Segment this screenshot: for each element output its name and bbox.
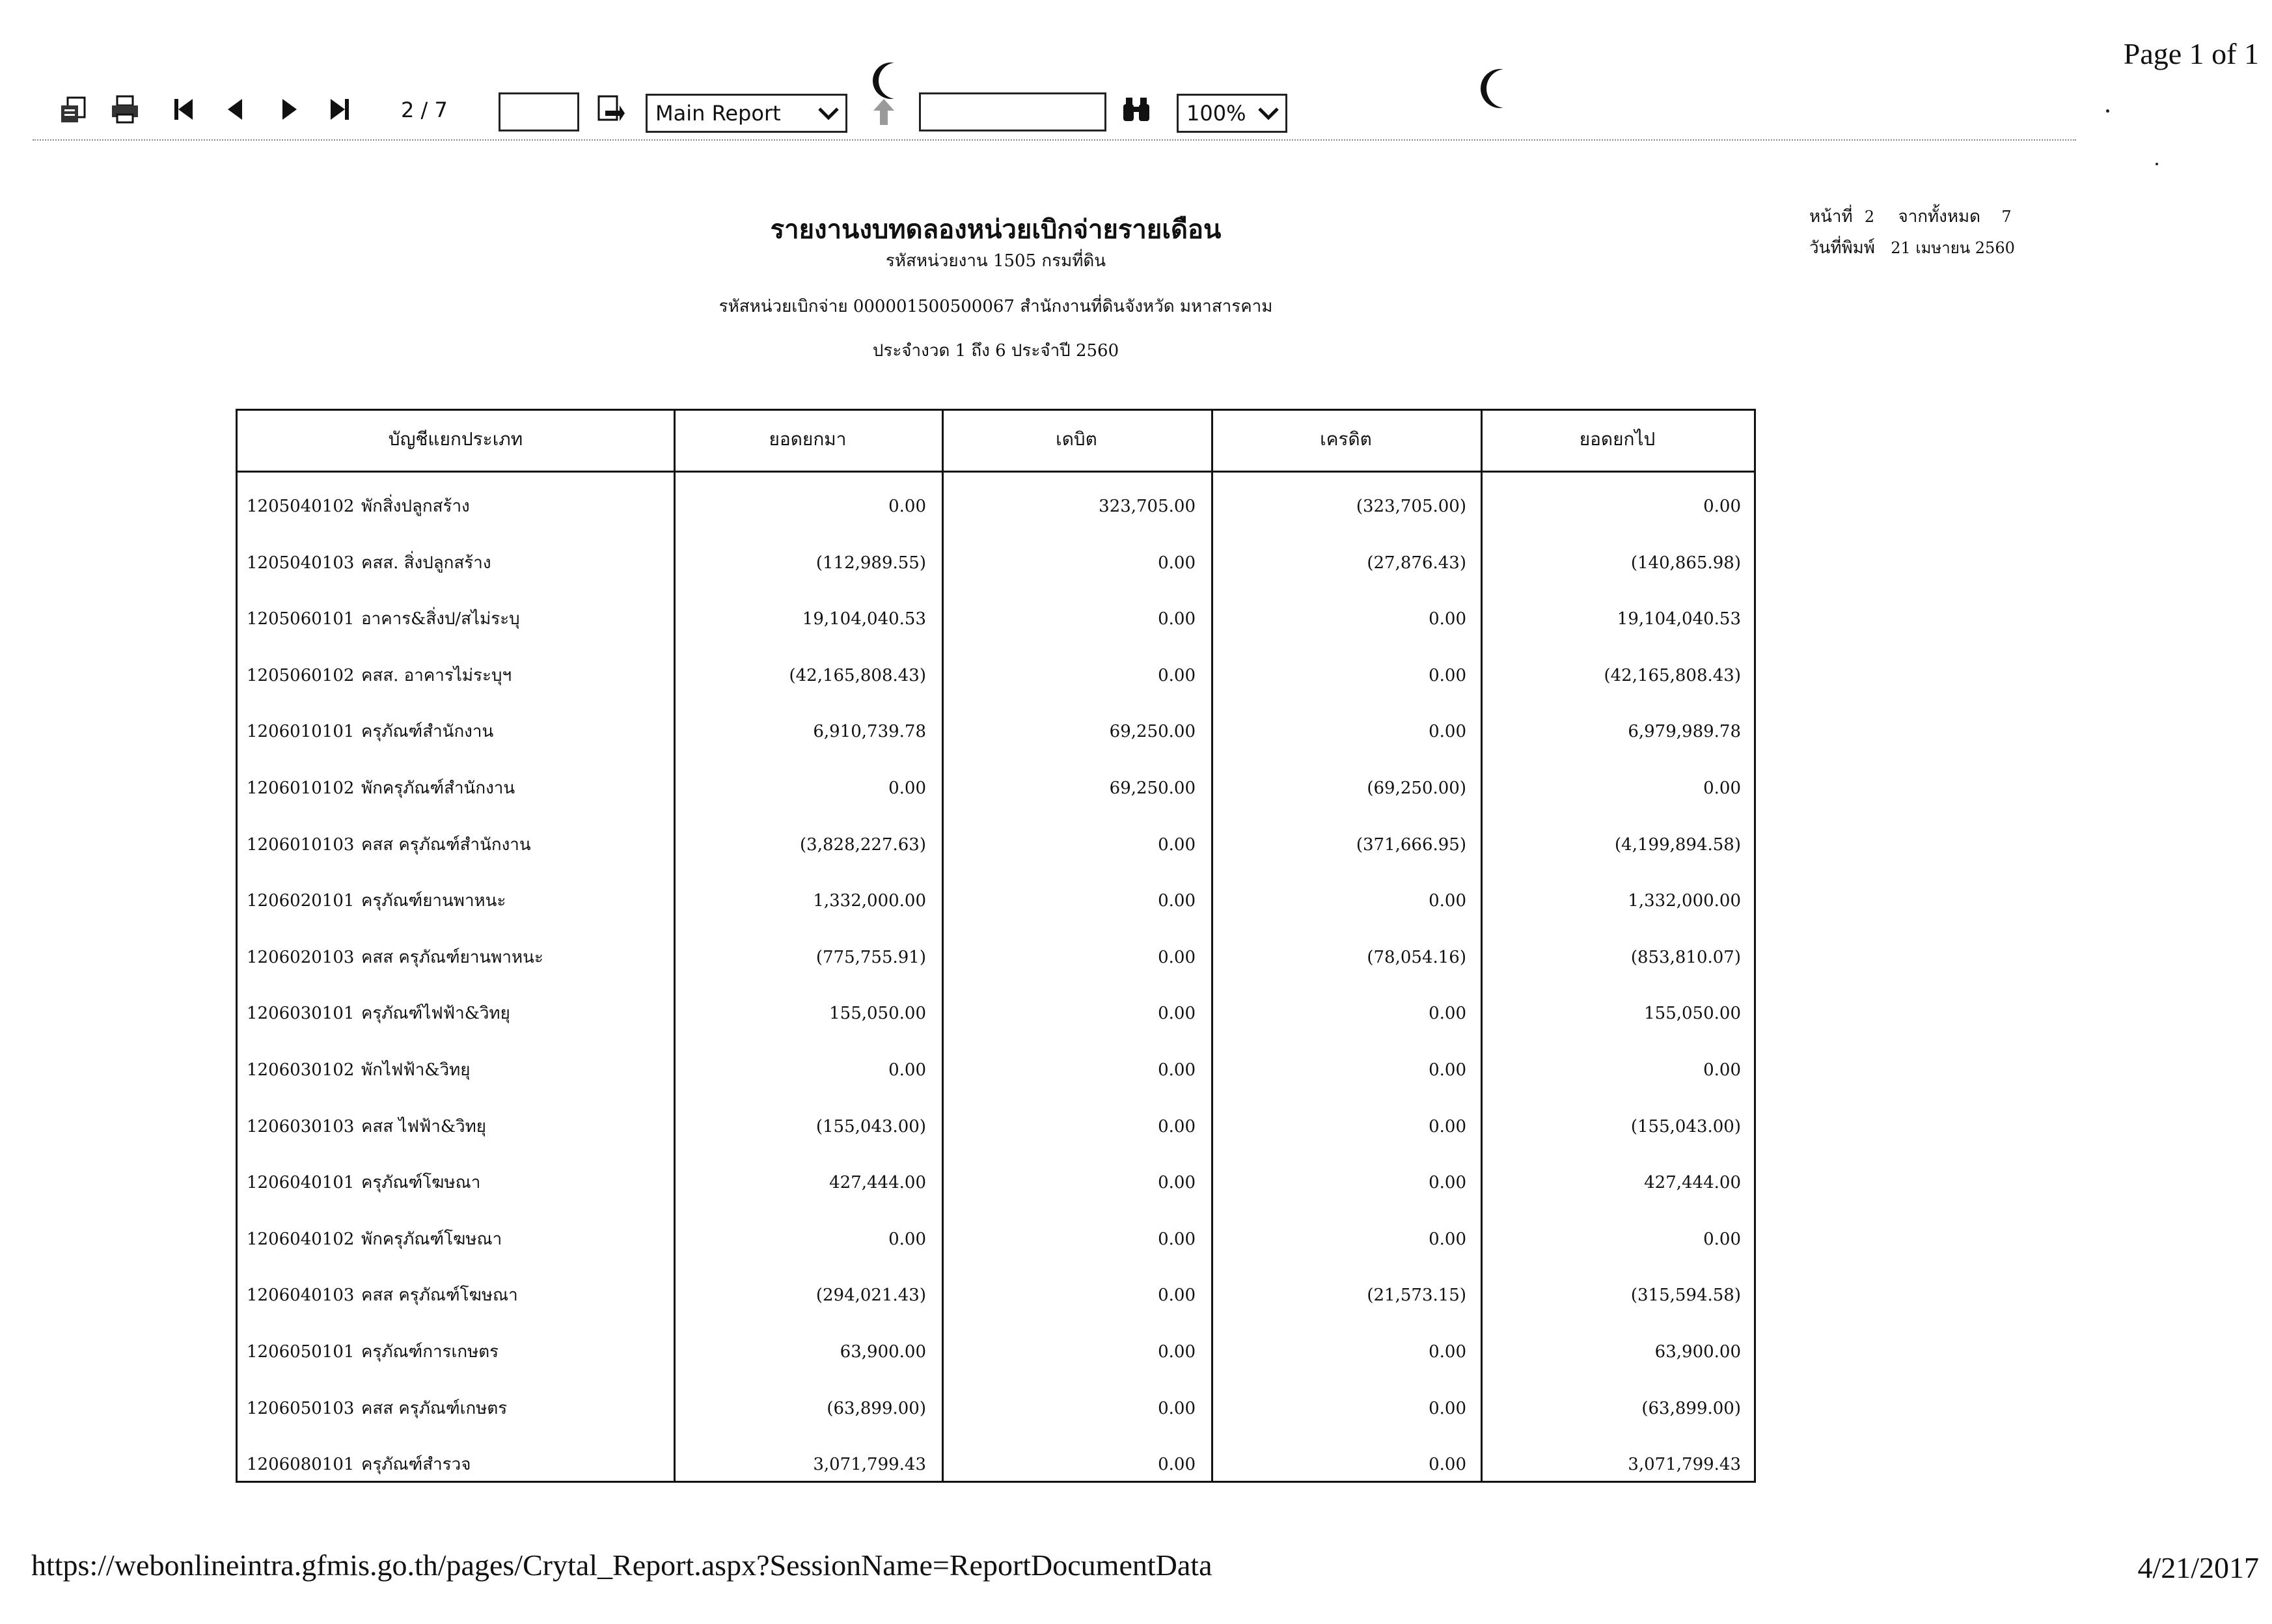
account-code: 1206020103 — [247, 947, 355, 967]
account-code: 1206040101 — [247, 1173, 355, 1193]
account-code: 1205060101 — [247, 609, 355, 629]
carried-forward-value: (63,899.00) — [1641, 1398, 1741, 1418]
brought-forward-value: 3,071,799.43 — [813, 1455, 926, 1475]
carried-forward-value: (42,165,808.43) — [1604, 665, 1741, 685]
brought-forward-value: 0.00 — [888, 497, 926, 516]
table-row — [238, 760, 1754, 816]
table-row — [238, 1042, 1754, 1098]
credit-value: (323,705.00) — [1356, 497, 1466, 516]
account-name: ครุภัณฑ์โฆษณา — [361, 1173, 481, 1193]
credit-value: 0.00 — [1429, 722, 1466, 742]
brought-forward-value: 155,050.00 — [829, 1004, 926, 1024]
account-name: ครุภัณฑ์การเกษตร — [361, 1342, 499, 1362]
credit-value: 0.00 — [1429, 1004, 1466, 1024]
table-row — [238, 1437, 1754, 1493]
carried-forward-value: 155,050.00 — [1644, 1004, 1741, 1024]
search-input[interactable] — [919, 92, 1106, 131]
account-name: ครุภัณฑ์สำรวจ — [361, 1455, 471, 1475]
table-row — [238, 1381, 1754, 1437]
table-row — [238, 648, 1754, 704]
zoom-select-value: 100% — [1186, 101, 1246, 126]
brought-forward-value: 0.00 — [888, 1060, 926, 1080]
table-row — [238, 478, 1754, 534]
goto-page-input[interactable] — [499, 92, 579, 131]
table-row — [238, 929, 1754, 985]
brought-forward-value: 1,332,000.00 — [813, 891, 926, 911]
table-row — [238, 1324, 1754, 1380]
carried-forward-value: 0.00 — [1703, 1229, 1741, 1249]
account-name: คสส ไฟฟ้า&วิทยุ — [361, 1116, 487, 1136]
account-code: 1206030103 — [247, 1116, 355, 1136]
period-line: ประจำงวด 1 ถึง 6 ประจำปี 2560 — [872, 341, 1119, 361]
debit-value: 0.00 — [1158, 609, 1196, 629]
carried-forward-value: 0.00 — [1703, 1060, 1741, 1080]
credit-value: (371,666.95) — [1356, 834, 1466, 855]
print-date-label: วันที่พิมพ์ — [1809, 238, 1875, 258]
account-name: คสส ครุภัณฑ์สำนักงาน — [361, 834, 531, 855]
debit-value: 0.00 — [1158, 553, 1196, 573]
account-name: พักครุภัณฑ์โฆษณา — [361, 1229, 502, 1249]
brought-forward-value: 427,444.00 — [829, 1173, 926, 1193]
column-header-carried-forward: ยอดยกไป — [1579, 428, 1656, 450]
brought-forward-value: (63,899.00) — [827, 1398, 926, 1418]
loading-spinner-icon — [1486, 69, 1526, 108]
account-name: พักสิ่งปลูกสร้าง — [361, 497, 470, 516]
report-page-info — [1809, 203, 2012, 230]
credit-value: (78,054.16) — [1367, 947, 1466, 967]
table-row — [238, 1211, 1754, 1267]
brought-forward-value: (112,989.55) — [815, 553, 926, 573]
page-number-value: 2 — [1864, 208, 1875, 226]
debit-value: 0.00 — [1158, 834, 1196, 855]
carried-forward-value: 3,071,799.43 — [1628, 1455, 1741, 1475]
brought-forward-value: 0.00 — [888, 1229, 926, 1249]
account-code: 1205040102 — [247, 497, 355, 516]
carried-forward-value: 6,979,989.78 — [1628, 722, 1741, 742]
account-code: 1206020101 — [247, 891, 355, 911]
report-select[interactable] — [646, 94, 847, 133]
stray-mark — [2106, 109, 2109, 113]
credit-value: (69,250.00) — [1367, 778, 1466, 798]
export-icon[interactable] — [57, 94, 89, 125]
carried-forward-value: (315,594.58) — [1630, 1286, 1741, 1306]
account-code: 1206040102 — [247, 1229, 355, 1249]
carried-forward-value: (4,199,894.58) — [1615, 834, 1741, 855]
last-page-icon[interactable] — [324, 94, 355, 125]
account-name: คสส ครุภัณฑ์โฆษณา — [361, 1286, 518, 1306]
brought-forward-value: 19,104,040.53 — [802, 609, 926, 629]
debit-value: 69,250.00 — [1109, 778, 1196, 798]
brought-forward-value: 63,900.00 — [840, 1342, 926, 1362]
account-code: 1205040103 — [247, 553, 355, 573]
debit-value: 0.00 — [1158, 891, 1196, 911]
column-header-account: บัญชีแยกประเภท — [388, 428, 523, 450]
account-code: 1206010103 — [247, 834, 355, 855]
print-icon[interactable] — [109, 94, 141, 125]
carried-forward-value: (155,043.00) — [1630, 1116, 1741, 1136]
account-name: ครุภัณฑ์สำนักงาน — [361, 722, 494, 742]
debit-value: 0.00 — [1158, 1342, 1196, 1362]
carried-forward-value: (140,865.98) — [1630, 553, 1741, 573]
drill-up-icon[interactable] — [868, 96, 899, 128]
table-header — [238, 411, 1754, 473]
brought-forward-value: (294,021.43) — [815, 1286, 926, 1306]
account-name: พักไฟฟ้า&วิทยุ — [361, 1060, 471, 1080]
carried-forward-value: 63,900.00 — [1654, 1342, 1741, 1362]
column-header-credit: เครดิต — [1320, 428, 1372, 450]
page-url: https://webonlineintra.gfmis.go.th/pages/Crytal_Report.aspx?SessionName=ReportDocumentData — [31, 1548, 1212, 1582]
account-code: 1206010101 — [247, 722, 355, 742]
chevron-down-icon — [1257, 103, 1280, 123]
first-page-icon[interactable] — [168, 94, 199, 125]
carried-forward-value: 19,104,040.53 — [1617, 609, 1741, 629]
table-row — [238, 1267, 1754, 1323]
column-header-debit: เดบิต — [1056, 428, 1097, 450]
account-name: ครุภัณฑ์ยานพาหนะ — [361, 891, 506, 911]
account-code: 1205060102 — [247, 665, 355, 685]
account-name: คสส. อาคารไม่ระบุฯ — [361, 665, 512, 685]
disbursement-unit-line: รหัสหน่วยเบิกจ่าย 000001500500067 สำนักงานที่ดินจังหวัด มหาสารคาม — [719, 297, 1273, 316]
table-row — [238, 1099, 1754, 1155]
page-number-label: หน้าที่ — [1809, 207, 1853, 227]
account-name: ครุภัณฑ์ไฟฟ้า&วิทยุ — [361, 1004, 510, 1024]
credit-value: 0.00 — [1429, 1173, 1466, 1193]
credit-value: 0.00 — [1429, 1229, 1466, 1249]
account-code: 1206040103 — [247, 1286, 355, 1306]
account-code: 1206080101 — [247, 1455, 355, 1475]
page-total-value: 7 — [2001, 208, 2012, 226]
brought-forward-value: (3,828,227.63) — [800, 834, 926, 855]
debit-value: 323,705.00 — [1099, 497, 1196, 516]
account-name: พักครุภัณฑ์สำนักงาน — [361, 778, 515, 798]
account-name: คสส. สิ่งปลูกสร้าง — [361, 553, 491, 573]
debit-value: 0.00 — [1158, 1116, 1196, 1136]
account-code: 1206030102 — [247, 1060, 355, 1080]
credit-value: 0.00 — [1429, 891, 1466, 911]
print-date-value: 21 เมษายน 2560 — [1891, 239, 2015, 257]
debit-value: 0.00 — [1158, 665, 1196, 685]
goto-page-icon[interactable] — [594, 94, 625, 125]
credit-value: (27,876.43) — [1367, 553, 1466, 573]
brought-forward-value: (42,165,808.43) — [789, 665, 926, 685]
account-name: อาคาร&สิ่งป/สไม่ระบุ — [361, 609, 520, 629]
debit-value: 0.00 — [1158, 1060, 1196, 1080]
report-print-date — [1809, 234, 2015, 261]
table-row — [238, 704, 1754, 760]
page-label: Page 1 of 1 — [2123, 37, 2259, 70]
credit-value: 0.00 — [1429, 609, 1466, 629]
page-total-label: จากทั้งหมด — [1898, 207, 1981, 227]
page-indicator: 2 / 7 — [401, 98, 448, 122]
carried-forward-value: (853,810.07) — [1630, 947, 1741, 967]
account-name: คสส ครุภัณฑ์เกษตร — [361, 1398, 508, 1418]
report-title: รายงานงบทดลองหน่วยเบิกจ่ายรายเดือน — [770, 214, 1222, 245]
toolbar-divider — [33, 139, 2076, 141]
stray-mark — [2156, 163, 2158, 165]
carried-forward-value: 0.00 — [1703, 778, 1741, 798]
table-row — [238, 1155, 1754, 1211]
table-row — [238, 591, 1754, 647]
carried-forward-value: 0.00 — [1703, 497, 1741, 516]
table-row — [238, 873, 1754, 929]
brought-forward-value: (775,755.91) — [815, 947, 926, 967]
credit-value: 0.00 — [1429, 1342, 1466, 1362]
chevron-down-icon — [817, 103, 840, 123]
column-header-brought-forward: ยอดยกมา — [769, 428, 847, 450]
debit-value: 0.00 — [1158, 1286, 1196, 1306]
debit-value: 0.00 — [1158, 1455, 1196, 1475]
table-row — [238, 535, 1754, 591]
debit-value: 0.00 — [1158, 1004, 1196, 1024]
credit-value: 0.00 — [1429, 1455, 1466, 1475]
trial-balance-table — [236, 409, 1756, 1483]
credit-value: (21,573.15) — [1367, 1286, 1466, 1306]
report-select-value: Main Report — [655, 101, 781, 126]
credit-value: 0.00 — [1429, 1398, 1466, 1418]
account-code: 1206030101 — [247, 1004, 355, 1024]
account-name: คสส ครุภัณฑ์ยานพาหนะ — [361, 947, 543, 967]
binoculars-icon[interactable] — [1121, 94, 1152, 125]
debit-value: 0.00 — [1158, 947, 1196, 967]
carried-forward-value: 427,444.00 — [1644, 1173, 1741, 1193]
account-code: 1206010102 — [247, 778, 355, 798]
credit-value: 0.00 — [1429, 1060, 1466, 1080]
brought-forward-value: 6,910,739.78 — [813, 722, 926, 742]
brought-forward-value: (155,043.00) — [815, 1116, 926, 1136]
debit-value: 69,250.00 — [1109, 722, 1196, 742]
print-date: 4/21/2017 — [2137, 1551, 2259, 1584]
debit-value: 0.00 — [1158, 1398, 1196, 1418]
account-code: 1206050101 — [247, 1342, 355, 1362]
loading-spinner-icon — [879, 62, 915, 99]
carried-forward-value: 1,332,000.00 — [1628, 891, 1741, 911]
previous-page-icon[interactable] — [220, 94, 251, 125]
report-viewer-toolbar — [33, 72, 2076, 141]
agency-line: รหัสหน่วยงาน 1505 กรมที่ดิน — [885, 251, 1106, 271]
debit-value: 0.00 — [1158, 1173, 1196, 1193]
brought-forward-value: 0.00 — [888, 778, 926, 798]
zoom-select[interactable] — [1177, 94, 1287, 133]
credit-value: 0.00 — [1429, 665, 1466, 685]
table-row — [238, 817, 1754, 873]
table-row — [238, 985, 1754, 1041]
debit-value: 0.00 — [1158, 1229, 1196, 1249]
account-code: 1206050103 — [247, 1398, 355, 1418]
next-page-icon[interactable] — [273, 94, 305, 125]
credit-value: 0.00 — [1429, 1116, 1466, 1136]
